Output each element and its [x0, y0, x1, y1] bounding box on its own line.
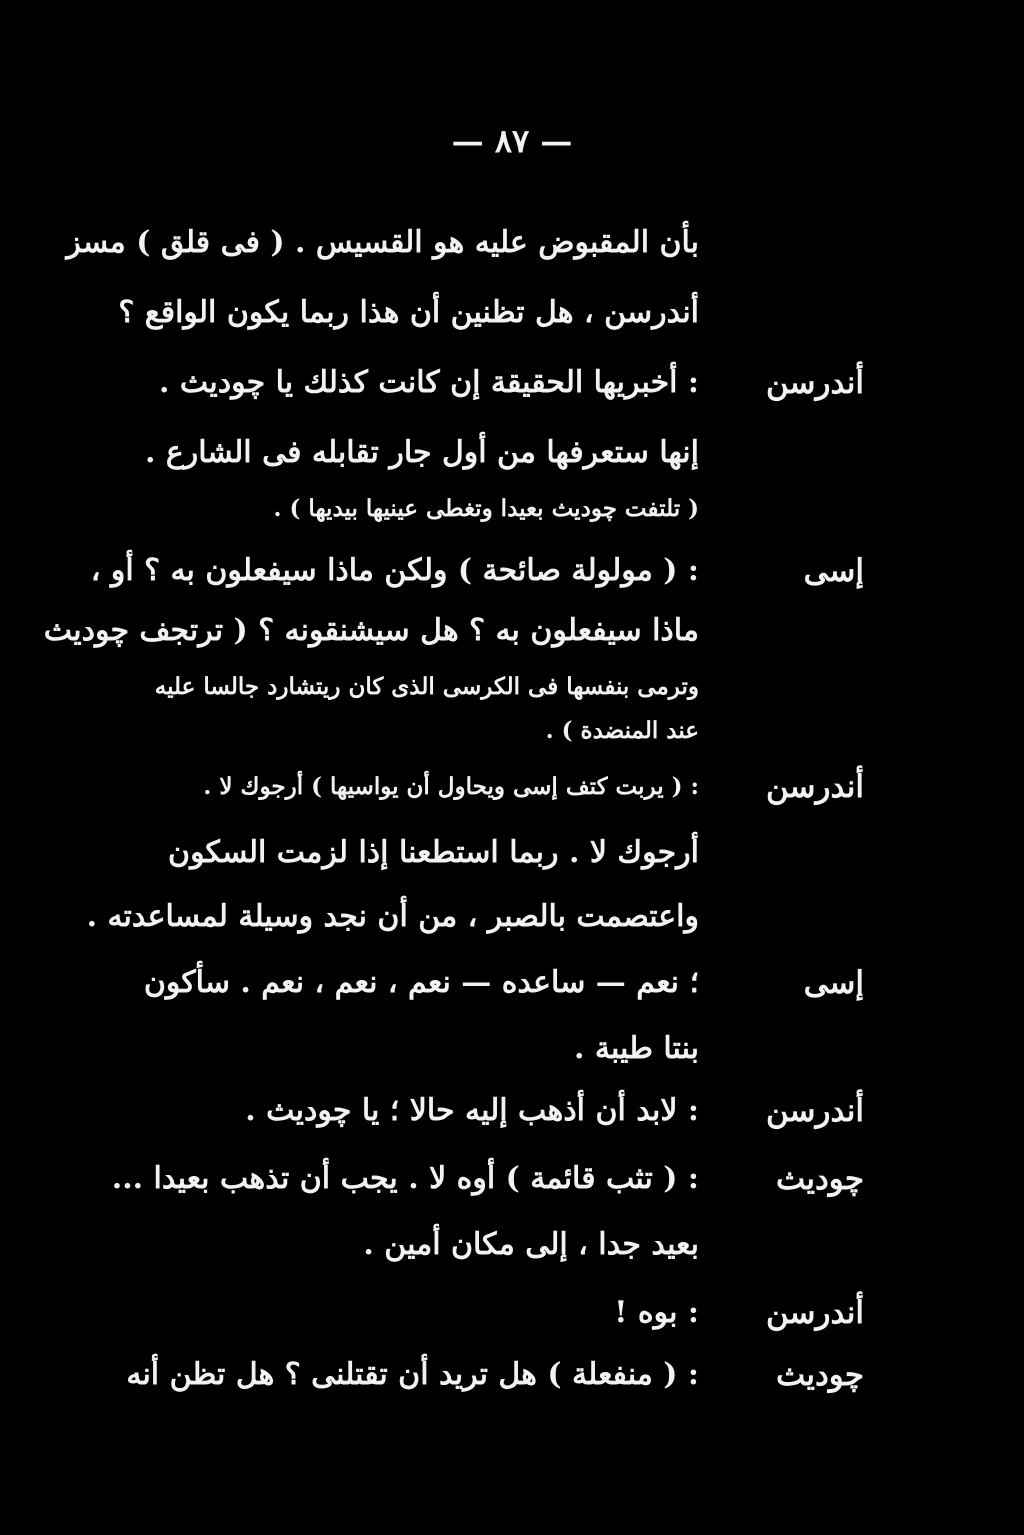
speaker-name: چوديث	[775, 1357, 864, 1393]
line-text: ماذا سيفعلون به ؟ هل سيشنقونه ؟ ( ترتجف چوديث	[43, 613, 699, 648]
line-text: أندرسن ، هل تظنين أن هذا ربما يكون الواقع ؟	[118, 295, 699, 330]
text-line	[0, 894, 1024, 940]
text-line	[0, 548, 1024, 594]
text-line	[0, 1088, 1024, 1134]
text-line	[0, 1156, 1024, 1202]
text-line	[0, 1026, 1024, 1072]
line-text: ( تلتفت چوديث بعيدا وتغطى عينيها بيديها ) .	[273, 495, 699, 522]
text-line	[0, 220, 1024, 266]
line-text: بعيد جدا ، إلى مكان أمين .	[363, 1227, 699, 1262]
text-line	[0, 430, 1024, 476]
text-line	[0, 290, 1024, 336]
text-line	[0, 664, 1024, 710]
text-line	[0, 486, 1024, 532]
speaker-name: أندرسن	[765, 1295, 864, 1331]
text-line	[0, 1352, 1024, 1398]
speaker-name: أندرسن	[765, 1093, 864, 1129]
text-line	[0, 830, 1024, 876]
line-text: : أخبريها الحقيقة إن كانت كذلك يا چوديث .	[159, 365, 699, 400]
page-number: — ٨٧ —	[451, 122, 573, 160]
line-text: : ( مولولة صائحة ) ولكن ماذا سيفعلون به ؟ أو ،	[90, 553, 699, 588]
speaker-name: إسى	[803, 553, 864, 589]
line-text: وترمى بنفسها فى الكرسى الذى كان ريتشارد جالسا عليه	[154, 673, 699, 700]
speaker-name: أندرسن	[765, 365, 864, 401]
speaker-name: چوديث	[775, 1161, 864, 1197]
line-text: : ( منفعلة ) هل تريد أن تقتلنى ؟ هل تظن أنه	[126, 1357, 699, 1392]
text-line	[0, 608, 1024, 654]
speaker-name: أندرسن	[765, 769, 864, 805]
speaker-name: إسى	[803, 965, 864, 1001]
line-text: : لابد أن أذهب إليه حالا ؛ يا چوديث .	[245, 1093, 699, 1128]
text-line	[0, 764, 1024, 810]
line-text: : ( يربت كتف إسى ويحاول أن يواسيها ) أرجوك لا .	[203, 773, 699, 800]
line-text: واعتصمت بالصبر ، من أن نجد وسيلة لمساعدته .	[86, 899, 699, 934]
line-text: : ( تثب قائمة ) أوه لا . يجب أن تذهب بعيدا ...	[111, 1161, 699, 1196]
text-line	[0, 708, 1024, 754]
line-text: ؛ نعم — ساعده — نعم ، نعم ، نعم . سأكون	[143, 965, 699, 1000]
line-text: بأن المقبوض عليه هو القسيس . ( فى قلق ) مسز	[66, 225, 699, 260]
line-text: إنها ستعرفها من أول جار تقابله فى الشارع .	[144, 435, 699, 470]
line-text: عند المنضدة ) .	[545, 717, 699, 744]
line-text: بنتا طيبة .	[574, 1031, 699, 1066]
text-line	[0, 360, 1024, 406]
text-line	[0, 960, 1024, 1006]
line-text: : بوه !	[614, 1295, 699, 1330]
text-line	[0, 1290, 1024, 1336]
text-line	[0, 1222, 1024, 1268]
line-text: أرجوك لا . ربما استطعنا إذا لزمت السكون	[168, 835, 699, 870]
